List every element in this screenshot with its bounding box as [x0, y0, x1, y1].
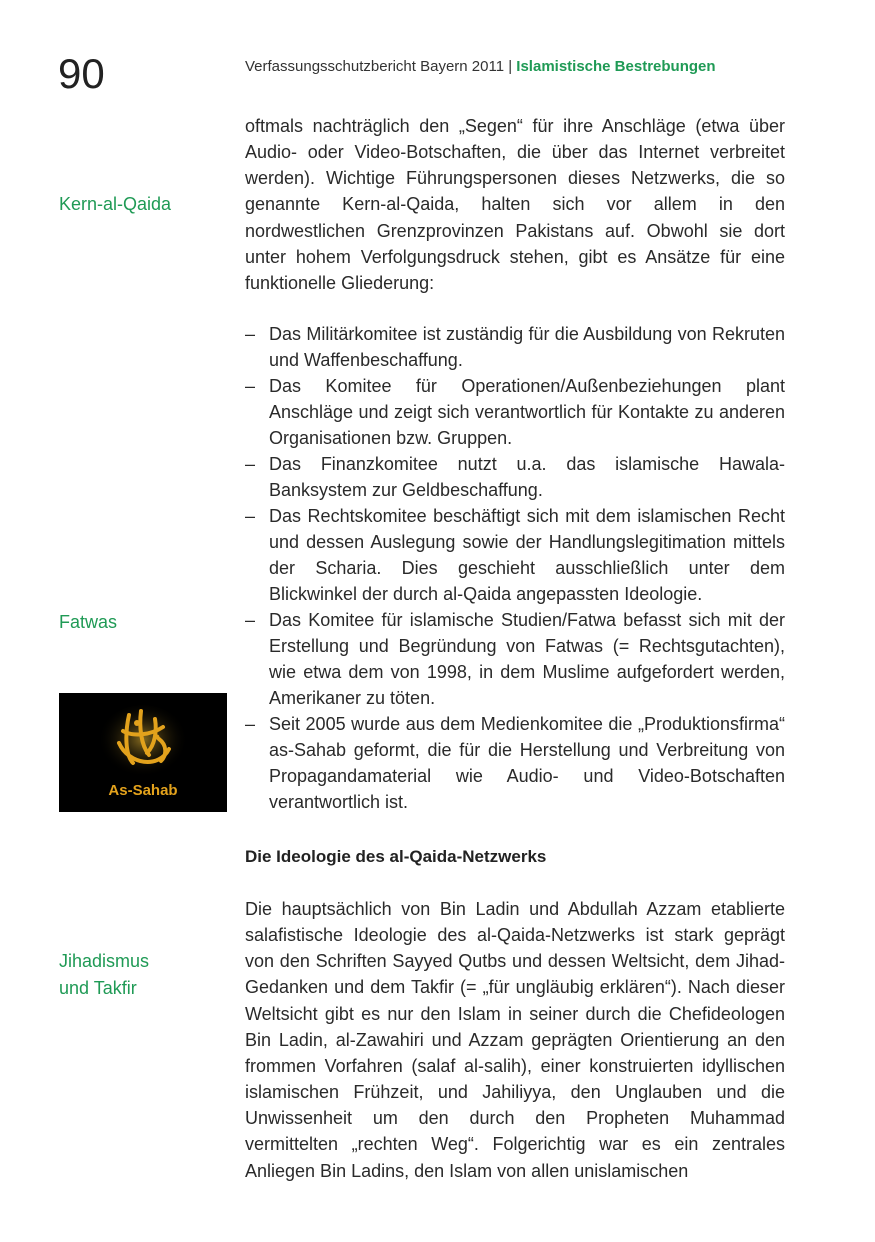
intro-paragraph: oftmals nachträglich den „Segen“ für ihre Anschläge (etwa über Audio- oder Video-Botschaften, die über das Internet verbreitet werden). Wichtige Führungspersonen dieses Netzwerks, die so genannte Kern-al-Qaida, halten sich vor allem in den nordwestlichen Grenzprovinzen Pakistans auf. Obwohl sie dort unter hohem Verfolgungsdruck stehen, gibt es Ansätze für eine funktionelle Gliederung: — [245, 116, 785, 293]
margin-note-line: und Takfir — [59, 977, 137, 998]
as-sahab-logo-image — [59, 693, 227, 812]
section-heading: Die Ideologie des al-Qaida-Netzwerks — [245, 847, 547, 866]
calligraphy-emblem-icon — [59, 693, 227, 812]
list-item — [245, 451, 785, 503]
list-dash: – — [245, 376, 256, 396]
section-title: Islamistische Bestrebungen — [516, 58, 716, 75]
list-item-text: Das Komitee für Operationen/Außenbeziehungen plant Anschläge und zeigt sich verantwortlich für Kontakte zu anderen Organisationen bzw. Gruppen. — [269, 376, 785, 448]
report-title: Verfassungsschutzbericht Bayern 2011 — [245, 58, 505, 75]
running-header — [245, 57, 716, 77]
margin-note-jihadismus — [59, 948, 149, 1001]
committee-list — [245, 321, 785, 815]
list-item-text: Seit 2005 wurde aus dem Medienkomitee die „Produktionsfirma“ as-Sahab geformt, die für die Herstellung und Verbreitung von Propagandamaterial wie Audio- und Video-Botschaften verantwortlich ist. — [269, 714, 785, 812]
ideology-paragraph: Die hauptsächlich von Bin Ladin und Abdullah Azzam etablierte salafistische Ideologie des al-Qaida-Netzwerks ist stark geprägt von den Schriften Sayyed Qutbs und dessen Weltsicht, dem Jihad-Gedanken und dem Takfir (= „für ungläubig erklären“). Nach dieser Weltsicht gibt es nur den Islam in seiner durch die Chefideologen Bin Ladin, al-Zawahiri und Azzam geprägten Orientierung an den frommen Vorfahren (salaf al-salih), einer konstruierten idyllischen islamischen Frühzeit, und Jahiliyya, den Unglauben und die Unwissenheit um den durch den Propheten Muhammad vermittelten „rechten Weg“. Folgerichtig war es ein zentrales Anliegen Bin Ladins, den Islam von allen unislamischen — [245, 899, 785, 1181]
margin-note-kern-al-qaida: Kern-al-Qaida — [59, 194, 172, 214]
list-dash: – — [245, 506, 256, 526]
list-dash: – — [245, 324, 256, 344]
list-item-text: Das Rechtskomitee beschäftigt sich mit dem islamischen Recht und dessen Auslegung sowie der Handlungslegitimation mittels der Scharia. Dies geschieht ausschließlich unter dem Blickwinkel der durch al-Qaida angepassten Ideologie. — [269, 506, 785, 604]
list-item — [245, 373, 785, 451]
list-item-text: Das Komitee für islamische Studien/Fatwa befasst sich mit der Erstellung und Begründung von Fatwas (= Rechtsgutachten), wie etwa dem von 1998, in dem Muslime aufgefordert werden, Amerikaner zu töten. — [269, 610, 785, 708]
list-item — [245, 321, 785, 373]
list-item — [245, 503, 785, 607]
page-number: 90 — [58, 50, 105, 97]
list-dash: – — [245, 610, 256, 630]
margin-note-fatwas: Fatwas — [59, 612, 118, 632]
list-dash: – — [245, 714, 256, 734]
list-item — [245, 711, 785, 815]
margin-note-line: Jihadismus — [59, 951, 150, 971]
list-dash: – — [245, 454, 256, 474]
list-item-text: Das Finanzkomitee nutzt u.a. das islamische Hawala-Banksystem zur Geldbeschaffung. — [269, 454, 785, 500]
list-item — [245, 607, 785, 711]
list-item-text: Das Militärkomitee ist zuständig für die Ausbildung von Rekruten und Waffenbeschaffung. — [269, 324, 785, 370]
logo-label: As-Sahab — [108, 782, 178, 799]
header-separator: | — [508, 58, 513, 75]
